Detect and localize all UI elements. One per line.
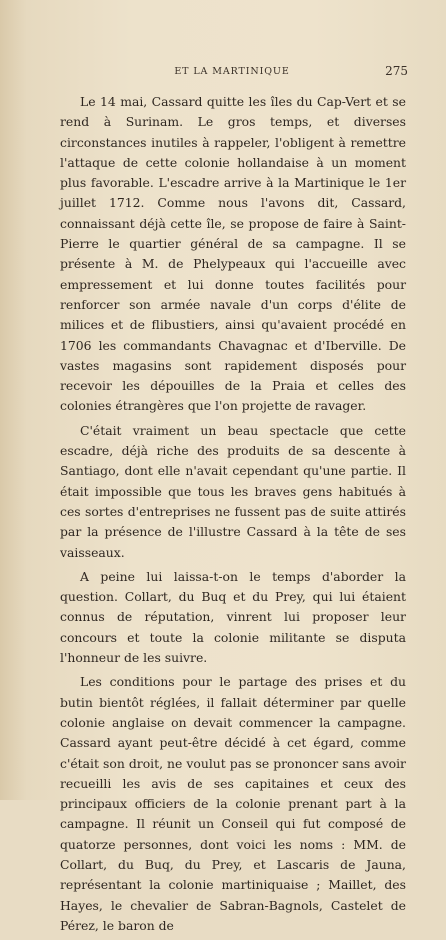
paragraph: Les conditions pour le partage des prises et du butin bientôt réglées, il fallait déterminer par quelle colonie anglaise on devait commencer la campagne. Cassard ayant peut-être décidé à cet égard, comme c'était son droit, ne voulut pas se prononcer sans avoir recueilli les avis de ses capitaines et ceux des principaux officiers de la colonie prenant part à la campagne. Il réunit un Conseil qui fut composé de quatorze personnes, dont voici les noms : MM. de Collart, du Buq, du Prey, et Lascaris de Jauna, représentant la colonie martiniquaise ; Maillet, des Hayes, le chevalier de Sabran-Bagnols, Castelet de Pérez, le baron de xyxy=(60,674,406,933)
body-text xyxy=(60,92,406,940)
paragraph: A peine lui laissa-t-on le temps d'aborder la question. Collart, du Buq et du Prey, qui lui étaient connus de réputation, vinrent lui proposer leur concours et toute la colonie militante se disputa l'honneur de les suivre. xyxy=(60,568,406,666)
running-title: ET LA MARTINIQUE xyxy=(174,66,290,77)
page-number: 275 xyxy=(385,64,408,78)
paragraph: Le 14 mai, Cassard quitte les îles du Cap-Vert et se rend à Surinam. Le gros temps, et diverses circonstances inutiles à rappeler, l'obligent à remettre l'attaque de cette colonie hollandaise à un moment plus favorable. L'escadre arrive à la Martinique le 1er juillet 1712. Comme nous l'avons dit, Cassard, connaissant déjà cette île, se propose de faire à Saint-Pierre le quartier général de sa campagne. Il se présente à M. de Phelypeaux qui l'accueille avec empressement et lui donne toutes facilités pour renforcer son armée navale d'un corps d'élite de milices et de flibustiers, ainsi qu'avaient procédé en 1706 les commandants Chavagnac et d'Iberville. De vastes magasins sont rapidement disposés pour recevoir les dépouilles de la Praia et celles des colonies étrangères que l'on projette de ravager. xyxy=(60,94,406,414)
paragraph: C'était vraiment un beau spectacle que cette escadre, déjà riche des produits de sa descente à Santiago, dont elle n'avait cependant qu'une partie. Il était impossible que tous les braves gens habitués à ces sortes d'entreprises ne fussent pas de suite attirés par la présence de l'illustre Cassard à la tête de ses vaisseaux. xyxy=(60,422,406,560)
page-header xyxy=(56,66,408,82)
